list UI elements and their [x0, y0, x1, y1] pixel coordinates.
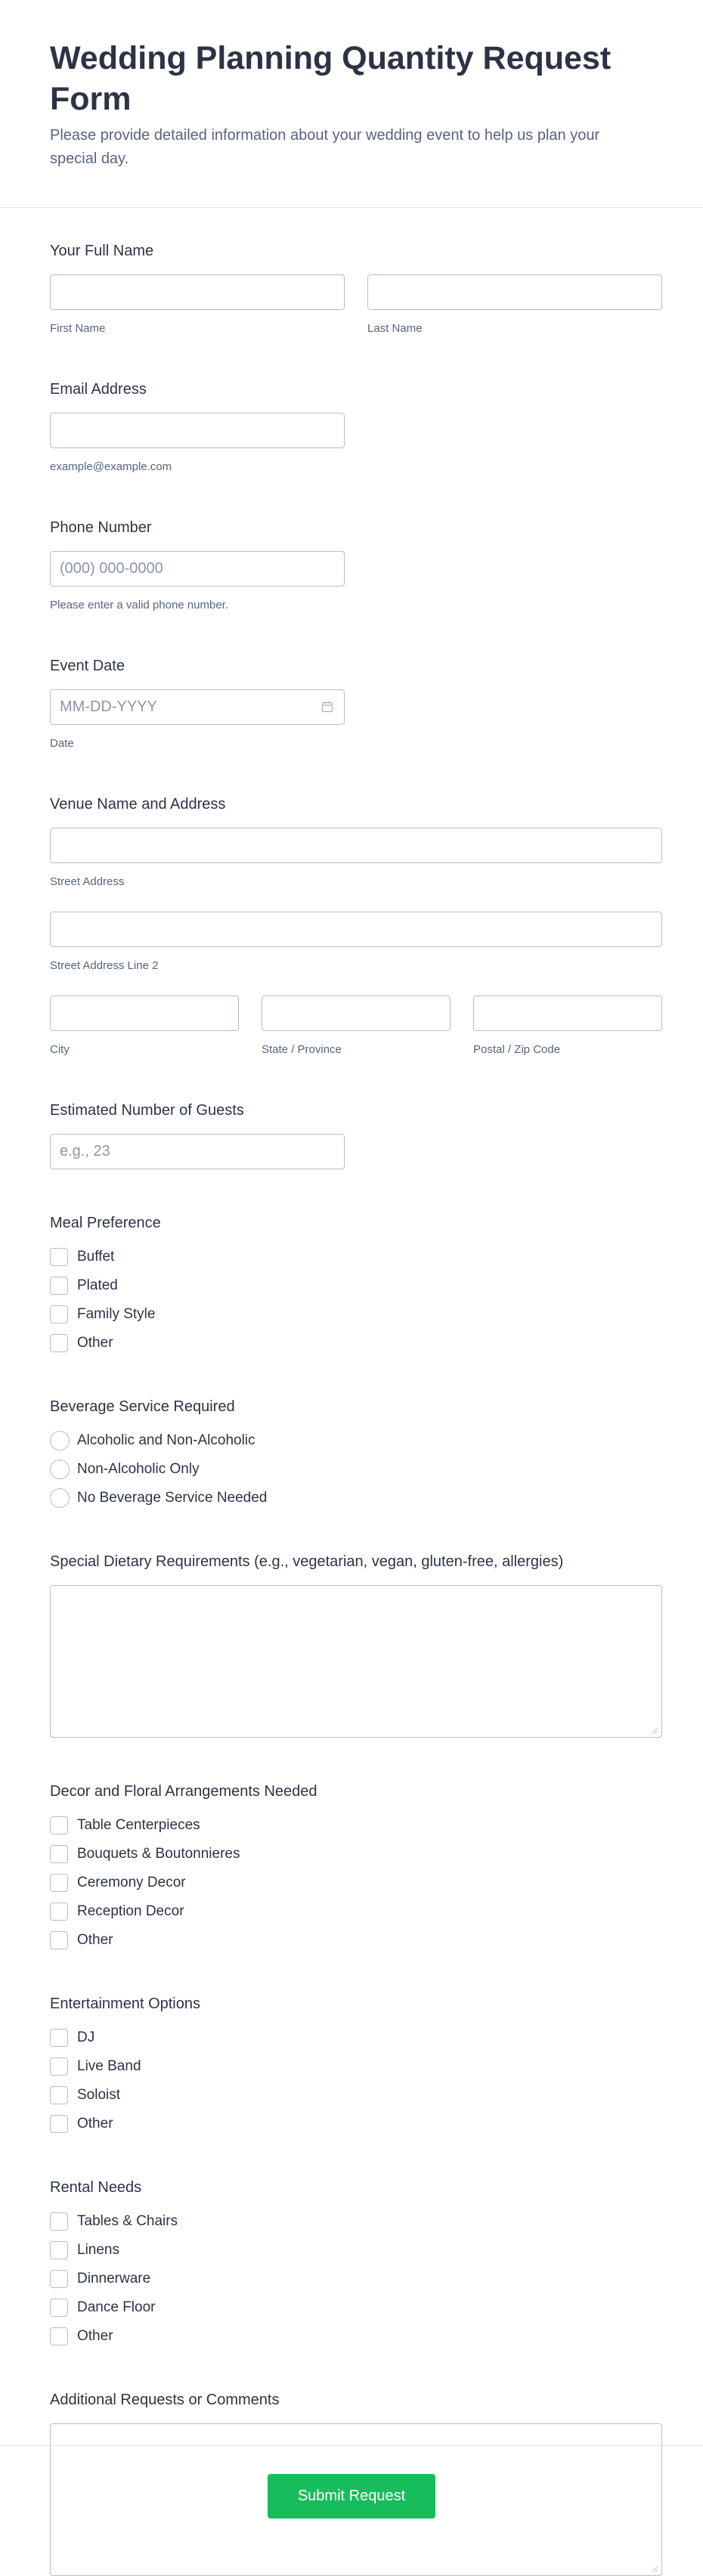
submit-button[interactable]: Submit Request — [268, 2474, 435, 2519]
radio-button[interactable] — [50, 1431, 70, 1451]
rental-option-tables-chairs[interactable]: Tables & Chairs — [50, 2211, 653, 2231]
meal-option-family-style[interactable]: Family Style — [50, 1304, 653, 1324]
decor-option-bouquets[interactable]: Bouquets & Boutonnieres — [50, 1844, 653, 1864]
first-name-sublabel: First Name — [50, 322, 106, 335]
guests-field — [50, 1101, 653, 1169]
beverage-option-non-alcoholic[interactable]: Non-Alcoholic Only — [50, 1459, 653, 1479]
entertainment-option-soloist[interactable]: Soloist — [50, 2085, 653, 2105]
resize-handle-icon[interactable] — [651, 1726, 658, 1734]
checkbox[interactable] — [50, 1931, 68, 1949]
form-body — [0, 208, 703, 2576]
rental-option-linens[interactable]: Linens — [50, 2240, 653, 2260]
city-input[interactable] — [50, 995, 239, 1031]
email-field — [50, 379, 653, 474]
beverage-label: Beverage Service Required — [50, 1398, 235, 1415]
first-name-input[interactable] — [50, 274, 345, 310]
street-address-line2-sublabel: Street Address Line 2 — [50, 959, 159, 972]
venue-label: Venue Name and Address — [50, 796, 226, 813]
meal-field — [50, 1213, 653, 1353]
phone-label: Phone Number — [50, 519, 152, 536]
rental-field — [50, 2178, 653, 2346]
street-address-input[interactable] — [50, 828, 662, 863]
event-date-label: Event Date — [50, 658, 125, 674]
checkbox[interactable] — [50, 2299, 68, 2317]
entertainment-option-other[interactable]: Other — [50, 2113, 653, 2134]
form-footer — [0, 2445, 703, 2519]
street-address-sublabel: Street Address — [50, 875, 125, 888]
entertainment-field — [50, 1994, 653, 2134]
rental-option-other[interactable]: Other — [50, 2326, 653, 2346]
guests-label: Estimated Number of Guests — [50, 1102, 244, 1119]
zip-input[interactable] — [473, 995, 662, 1031]
phone-placeholder: (000) 000-0000 — [60, 560, 163, 577]
decor-field — [50, 1782, 653, 1950]
event-date-field — [50, 656, 653, 751]
entertainment-option-live-band[interactable]: Live Band — [50, 2056, 653, 2076]
radio-button[interactable] — [50, 1460, 70, 1479]
event-date-sublabel: Date — [50, 737, 74, 750]
decor-label: Decor and Floral Arrangements Needed — [50, 1783, 317, 1800]
state-input[interactable] — [262, 995, 451, 1031]
city-sublabel: City — [50, 1043, 70, 1056]
checkbox[interactable] — [50, 1305, 68, 1324]
dietary-field — [50, 1552, 653, 1738]
meal-option-plated[interactable]: Plated — [50, 1275, 653, 1296]
decor-option-ceremony[interactable]: Ceremony Decor — [50, 1872, 653, 1893]
checkbox[interactable] — [50, 1816, 68, 1834]
radio-button[interactable] — [50, 1488, 70, 1508]
state-sublabel: State / Province — [262, 1043, 342, 1056]
checkbox[interactable] — [50, 2115, 68, 2133]
street-address-line2-input[interactable] — [50, 912, 662, 947]
full-name-field — [50, 241, 653, 336]
phone-field — [50, 518, 653, 612]
decor-option-table-centerpieces[interactable]: Table Centerpieces — [50, 1815, 653, 1835]
checkbox[interactable] — [50, 1903, 68, 1921]
phone-sublabel: Please enter a valid phone number. — [50, 599, 228, 611]
decor-option-reception[interactable]: Reception Decor — [50, 1901, 653, 1921]
meal-option-buffet[interactable]: Buffet — [50, 1246, 653, 1267]
entertainment-label: Entertainment Options — [50, 1995, 200, 2012]
form-header — [0, 0, 703, 208]
calendar-icon[interactable] — [321, 701, 333, 713]
resize-handle-icon[interactable] — [651, 2565, 658, 2572]
guests-placeholder: e.g., 23 — [60, 1143, 110, 1160]
rental-option-dinnerware[interactable]: Dinnerware — [50, 2268, 653, 2289]
checkbox[interactable] — [50, 2057, 68, 2076]
checkbox[interactable] — [50, 2270, 68, 2288]
dietary-textarea[interactable] — [50, 1585, 662, 1738]
entertainment-option-dj[interactable]: DJ — [50, 2027, 653, 2048]
checkbox[interactable] — [50, 2029, 68, 2047]
beverage-field — [50, 1397, 653, 1508]
email-label: Email Address — [50, 381, 147, 398]
email-input[interactable] — [50, 413, 345, 448]
form-title: Wedding Planning Quantity Request Form — [50, 40, 612, 117]
form-subtitle: Please provide detailed information about your wedding event to help us plan your special day. — [50, 127, 600, 167]
comments-label: Additional Requests or Comments — [50, 2392, 280, 2408]
checkbox[interactable] — [50, 2241, 68, 2259]
checkbox[interactable] — [50, 1248, 68, 1266]
last-name-input[interactable] — [367, 274, 662, 310]
phone-input[interactable] — [50, 551, 345, 587]
checkbox[interactable] — [50, 2086, 68, 2104]
venue-field — [50, 794, 653, 1057]
email-sublabel: example@example.com — [50, 460, 172, 473]
rental-label: Rental Needs — [50, 2179, 142, 2196]
event-date-input[interactable] — [50, 689, 345, 725]
beverage-option-alcoholic[interactable]: Alcoholic and Non-Alcoholic — [50, 1430, 653, 1451]
rental-option-dance-floor[interactable]: Dance Floor — [50, 2297, 653, 2317]
checkbox[interactable] — [50, 1845, 68, 1863]
beverage-option-none[interactable]: No Beverage Service Needed — [50, 1488, 653, 1508]
guests-input[interactable] — [50, 1134, 345, 1169]
checkbox[interactable] — [50, 1334, 68, 1352]
dietary-label: Special Dietary Requirements (e.g., vegetarian, vegan, gluten-free, allergies) — [50, 1553, 564, 1570]
full-name-label: Your Full Name — [50, 243, 154, 259]
last-name-sublabel: Last Name — [367, 322, 423, 335]
meal-option-other[interactable]: Other — [50, 1333, 653, 1353]
checkbox[interactable] — [50, 1277, 68, 1295]
event-date-placeholder: MM-DD-YYYY — [60, 698, 157, 715]
checkbox[interactable] — [50, 2212, 68, 2231]
checkbox[interactable] — [50, 1874, 68, 1892]
decor-option-other[interactable]: Other — [50, 1930, 653, 1950]
zip-sublabel: Postal / Zip Code — [473, 1043, 561, 1056]
checkbox[interactable] — [50, 2327, 68, 2345]
meal-label: Meal Preference — [50, 1215, 161, 1231]
